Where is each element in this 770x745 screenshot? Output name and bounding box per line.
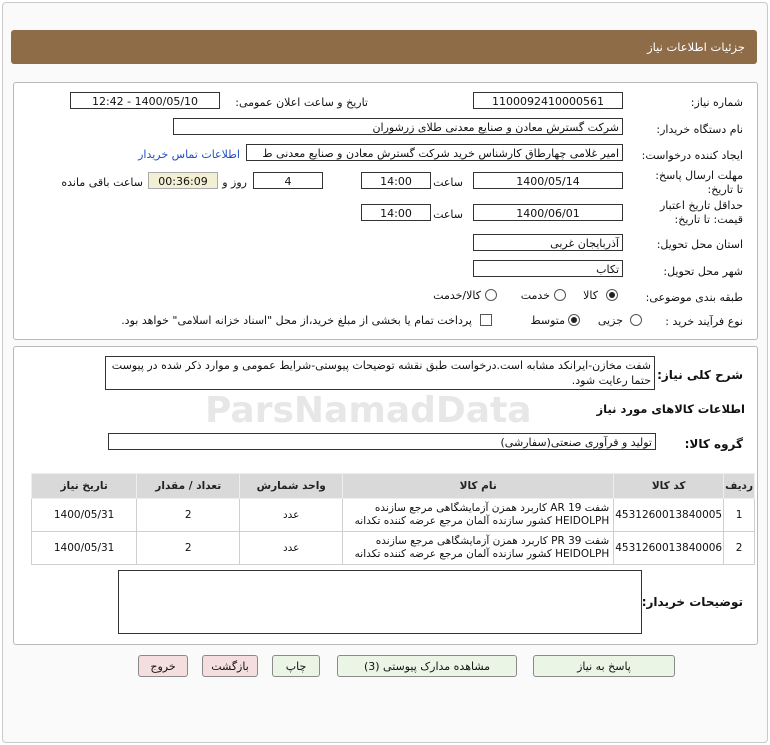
print-button[interactable]: چاپ bbox=[272, 655, 320, 677]
cell-qty: 2 bbox=[137, 532, 240, 565]
creator-label: ایجاد کننده درخواست: bbox=[641, 149, 743, 162]
goods-group-label: گروه کالا: bbox=[684, 437, 743, 451]
deadline-time-label: ساعت bbox=[433, 176, 463, 189]
buyer-contact-link[interactable]: اطلاعات تماس خریدار bbox=[138, 148, 240, 161]
province-label: استان محل تحویل: bbox=[656, 238, 743, 251]
exit-button[interactable]: خروج bbox=[138, 655, 188, 677]
table-row[interactable] bbox=[32, 499, 755, 532]
city-field: تکاب bbox=[473, 260, 623, 277]
buyer-notes-field bbox=[118, 570, 642, 634]
goods-group-field: تولید و فرآوری صنعتی(سفارشی) bbox=[108, 433, 656, 450]
table-row[interactable] bbox=[32, 532, 755, 565]
category-option-both: کالا/خدمت bbox=[433, 289, 481, 302]
validity-time-label: ساعت bbox=[433, 208, 463, 221]
validity-label bbox=[651, 199, 743, 227]
category-radio-service[interactable] bbox=[554, 289, 566, 301]
province-field: آذربایجان غربی bbox=[473, 234, 623, 251]
cell-qty: 2 bbox=[137, 499, 240, 532]
col-unit: واحد شمارش bbox=[240, 474, 343, 499]
buyer-org-field: شرکت گسترش معادن و صنایع معدنی طلای زرشوران bbox=[173, 118, 623, 135]
announce-label: تاریخ و ساعت اعلان عمومی: bbox=[235, 96, 368, 109]
table-header-row bbox=[32, 474, 755, 499]
days-field: 4 bbox=[253, 172, 323, 189]
col-row: ردیف bbox=[724, 474, 755, 499]
deadline-time-field: 14:00 bbox=[361, 172, 431, 189]
creator-field: امیر غلامی چهارطاق کارشناس خرید شرکت گسترش معادن و صنایع معدنی ط bbox=[246, 144, 623, 161]
category-label: طبقه بندی موضوعی: bbox=[645, 291, 743, 304]
validity-time-field: 14:00 bbox=[361, 204, 431, 221]
cell-name: شفت PR 39 کاربرد همزن آزمایشگاهی مرجع سازنده HEIDOLPH کشور سازنده آلمان مرجع عرضه کننده تکدانه bbox=[343, 532, 614, 565]
validity-label-text: حداقل تاریخ اعتبار قیمت: تا تاریخ: bbox=[659, 199, 743, 226]
buyer-notes-label: توضیحات خریدار: bbox=[641, 595, 743, 609]
col-qty: تعداد / مقدار bbox=[137, 474, 240, 499]
cell-row: 1 bbox=[724, 499, 755, 532]
category-option-goods: کالا bbox=[583, 289, 598, 302]
cell-name: شفت AR 19 کاربرد همزن آزمایشگاهی مرجع سازنده HEIDOLPH کشور سازنده آلمان مرجع عرضه کننده تکدانه bbox=[343, 499, 614, 532]
cell-code: 4531260013840005 bbox=[614, 499, 724, 532]
category-option-service: خدمت bbox=[520, 289, 550, 302]
cell-code: 4531260013840006 bbox=[614, 532, 724, 565]
summary-field: شفت مخازن-ایرانکد مشابه است.درخواست طبق نقشه توضیحات پیوستی-شرایط عمومی و موارد ذکر شده در پیوست حتما رعایت شود. bbox=[105, 356, 655, 390]
remaining-label: ساعت باقی مانده bbox=[61, 176, 143, 189]
process-radio-minor[interactable] bbox=[630, 314, 642, 326]
need-number-label: شماره نیاز: bbox=[690, 96, 743, 109]
page-title: جزئیات اطلاعات نیاز bbox=[647, 40, 745, 54]
remaining-timer: 00:36:09 bbox=[148, 172, 218, 189]
attachments-button[interactable]: مشاهده مدارک پیوستی (3) bbox=[337, 655, 517, 677]
process-label: نوع فرآیند خرید : bbox=[665, 315, 743, 328]
days-label: روز و bbox=[222, 176, 247, 189]
page-header bbox=[11, 30, 757, 64]
category-radio-goods[interactable] bbox=[606, 289, 618, 301]
need-number-field: 1100092410000561 bbox=[473, 92, 623, 109]
process-option-medium: متوسط bbox=[530, 314, 565, 327]
col-name: نام کالا bbox=[343, 474, 614, 499]
treasury-checkbox[interactable] bbox=[480, 314, 492, 326]
payment-note: پرداخت تمام یا بخشی از مبلغ خرید،از محل "اسناد خزانه اسلامی" خواهد بود. bbox=[121, 314, 472, 327]
validity-date-field: 1400/06/01 bbox=[473, 204, 623, 221]
deadline-label-text: مهلت ارسال پاسخ: تا تاریخ: bbox=[655, 169, 743, 196]
announce-field: 1400/05/10 - 12:42 bbox=[70, 92, 220, 109]
col-date: تاریخ نیاز bbox=[32, 474, 137, 499]
summary-label: شرح کلی نیاز: bbox=[657, 368, 743, 382]
cell-unit: عدد bbox=[240, 532, 343, 565]
process-option-minor: جزیی bbox=[597, 314, 623, 327]
city-label: شهر محل تحویل: bbox=[663, 265, 743, 278]
cell-date: 1400/05/31 bbox=[32, 499, 137, 532]
goods-info-title: اطلاعات کالاهای مورد نیاز bbox=[596, 402, 745, 416]
reply-button[interactable]: پاسخ به نیاز bbox=[533, 655, 675, 677]
cell-row: 2 bbox=[724, 532, 755, 565]
category-radio-both[interactable] bbox=[485, 289, 497, 301]
goods-table bbox=[31, 473, 755, 565]
process-radio-medium[interactable] bbox=[568, 314, 580, 326]
cell-date: 1400/05/31 bbox=[32, 532, 137, 565]
buyer-org-label: نام دستگاه خریدار: bbox=[656, 123, 743, 136]
deadline-label bbox=[651, 169, 743, 197]
deadline-date-field: 1400/05/14 bbox=[473, 172, 623, 189]
cell-unit: عدد bbox=[240, 499, 343, 532]
back-button[interactable]: بازگشت bbox=[202, 655, 258, 677]
col-code: کد کالا bbox=[614, 474, 724, 499]
